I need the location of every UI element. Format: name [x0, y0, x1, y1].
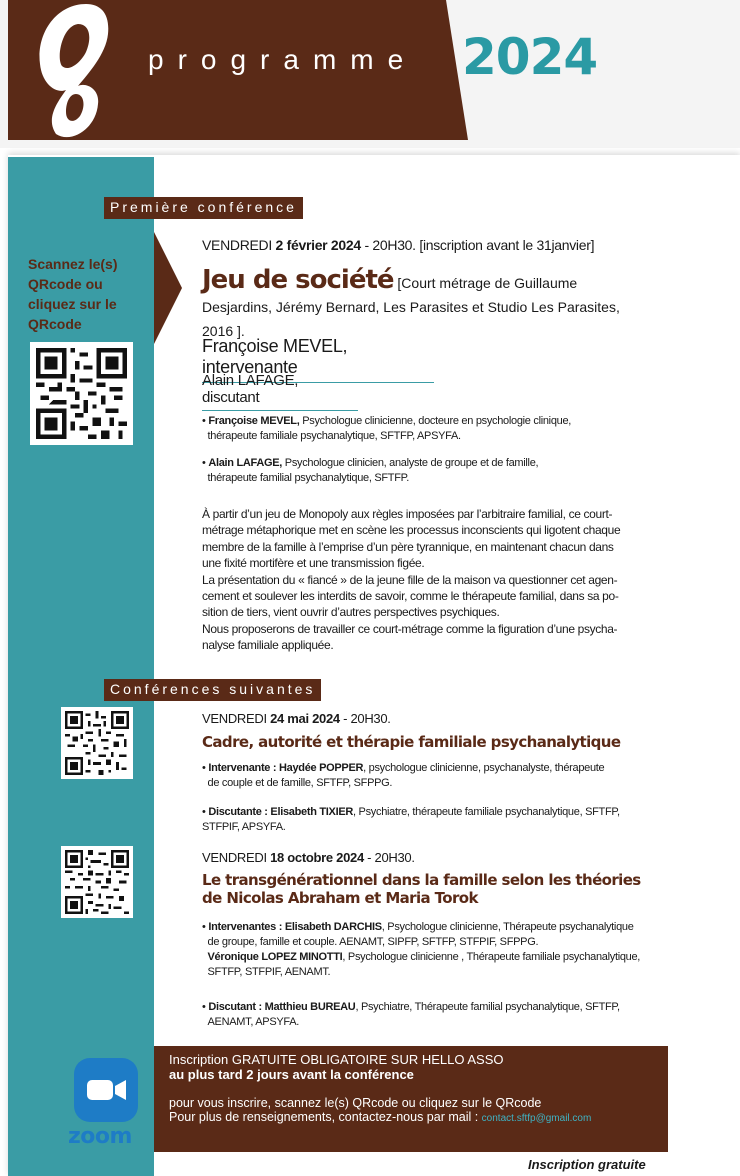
conf1-bio-2: • Alain LAFAGE, Psychologue clinicien, analyste de groupe et de famille, thérapeute familial psychanalytique, SFTFP. — [202, 457, 539, 484]
scan-instruction: Scannez le(s) QRcode ou cliquez sur le QRcode — [28, 256, 118, 332]
conf2-date: VENDREDI 24 mai 2024 - 20H30. — [202, 711, 391, 726]
header-year: 2024 — [462, 28, 598, 86]
zoom-icon — [74, 1058, 138, 1122]
conf2-title: Cadre, autorité et thérapie familiale psychanalytique — [202, 733, 621, 751]
registration-line-3: pour vous inscrire, scannez le(s) QRcode ou cliquez sur le QRcode — [169, 1096, 542, 1110]
registration-line-2: au plus tard 2 jours avant la conférence — [169, 1067, 414, 1082]
qr-code-icon — [65, 850, 129, 914]
header-programme-label: programme — [148, 44, 418, 75]
conf3-intervenantes: • Intervenantes : Elisabeth DARCHIS, Psychologue clinicienne, Thérapeute psychanalytique de groupe, famille et couple. AENAMT, SIPFP, SFTFP, STFPIF, SFPPG. Véronique LOPEZ MINOTTI, Psychologue clinicienne , Thérapeute familiale psychanalytique, SFTFP, STFPIF, AENAMT. — [202, 921, 641, 978]
conf1-title-note: [Court métrage de Guillaume Desjardins, Jérémy Bernard, Les Parasites et Studio Les Parasites, 2016 ]. — [202, 275, 620, 339]
section-label-first: Première conférence — [104, 197, 303, 219]
conf3-discutant: • Discutant : Matthieu BUREAU, Psychiatre, Thérapeute familial psychanalytique, SFTFP, AENAMT, APSYFA. — [202, 1001, 620, 1028]
conf1-discutant: Alain LAFAGE, discutant — [202, 372, 358, 411]
conf3-title: Le transgénérationnel dans la famille selon les théories de Nicolas Abraham et Maria Torok — [202, 871, 641, 907]
conf3-date: VENDREDI 18 octobre 2024 - 20H30. — [202, 850, 415, 865]
conf2-intervenante: • Intervenante : Haydée POPPER, psychologue clinicienne, psychanalyste, thérapeute de couple et de famille, SFTFP, SFPPG. — [202, 762, 605, 789]
conf1-title: Jeu de société — [202, 265, 394, 295]
logo-mark — [16, 0, 120, 144]
arrow-marker — [154, 232, 182, 344]
conf2-discutante: • Discutante : Elisabeth TIXIER, Psychiatre, thérapeute familiale psychanalytique, SFTFP, STFPIF, APSYFA. — [202, 806, 620, 833]
conf1-title-block — [202, 265, 642, 343]
footnote-free-registration: Inscription gratuite — [528, 1157, 646, 1172]
qr-code-conference-may[interactable] — [61, 707, 133, 779]
zoom-logo-text: zoom — [68, 1124, 132, 1149]
qr-code-first-conference[interactable] — [30, 342, 133, 445]
conf1-description: À partir d’un jeu de Monopoly aux règles imposées par l’arbitraire familial, ce court- métrage métaphorique met en scène les processus inconscients qui ligotent chaque membre de la famille à l’emprise d’un père tyrannique, en maintenant chacun dans une fixité mortifère et une transmission figée. La présentation du « fiancé » de la jeune fille de la maison va questionner cet agen- cement et soulever les interdits de savoir, comme le thérapeute familial, dans sa po- sition de tiers, vient ouvrir d’autres perspectives psychiques. Nous proposerons de travailler ce court-métrage comme la figuration d’une psycha- nalyse familiale appliquée. — [202, 507, 621, 653]
qr-code-icon — [36, 348, 127, 439]
registration-box — [154, 1046, 668, 1152]
section-label-following: Conférences suivantes — [104, 679, 321, 701]
conf1-intervenante: Françoise MEVEL, intervenante — [202, 336, 434, 383]
contact-email-link[interactable]: contact.sftfp@gmail.com — [481, 1113, 592, 1124]
registration-line-4: Pour plus de renseignements, contactez-nous par mail : contact.sftfp@gmail.com — [169, 1110, 592, 1124]
conf1-date: VENDREDI 2 février 2024 - 20H30. [inscription avant le 31janvier] — [202, 237, 595, 253]
qr-code-conference-october[interactable] — [61, 846, 133, 918]
qr-code-icon — [65, 711, 129, 775]
registration-line-1: Inscription GRATUITE OBLIGATOIRE SUR HELLO ASSO — [169, 1052, 504, 1067]
conf1-bio-1: • Françoise MEVEL, Psychologue clinicienne, docteure en psychologie clinique, thérapeute familiale psychanalytique, SFTFP, APSYFA. — [202, 415, 572, 442]
